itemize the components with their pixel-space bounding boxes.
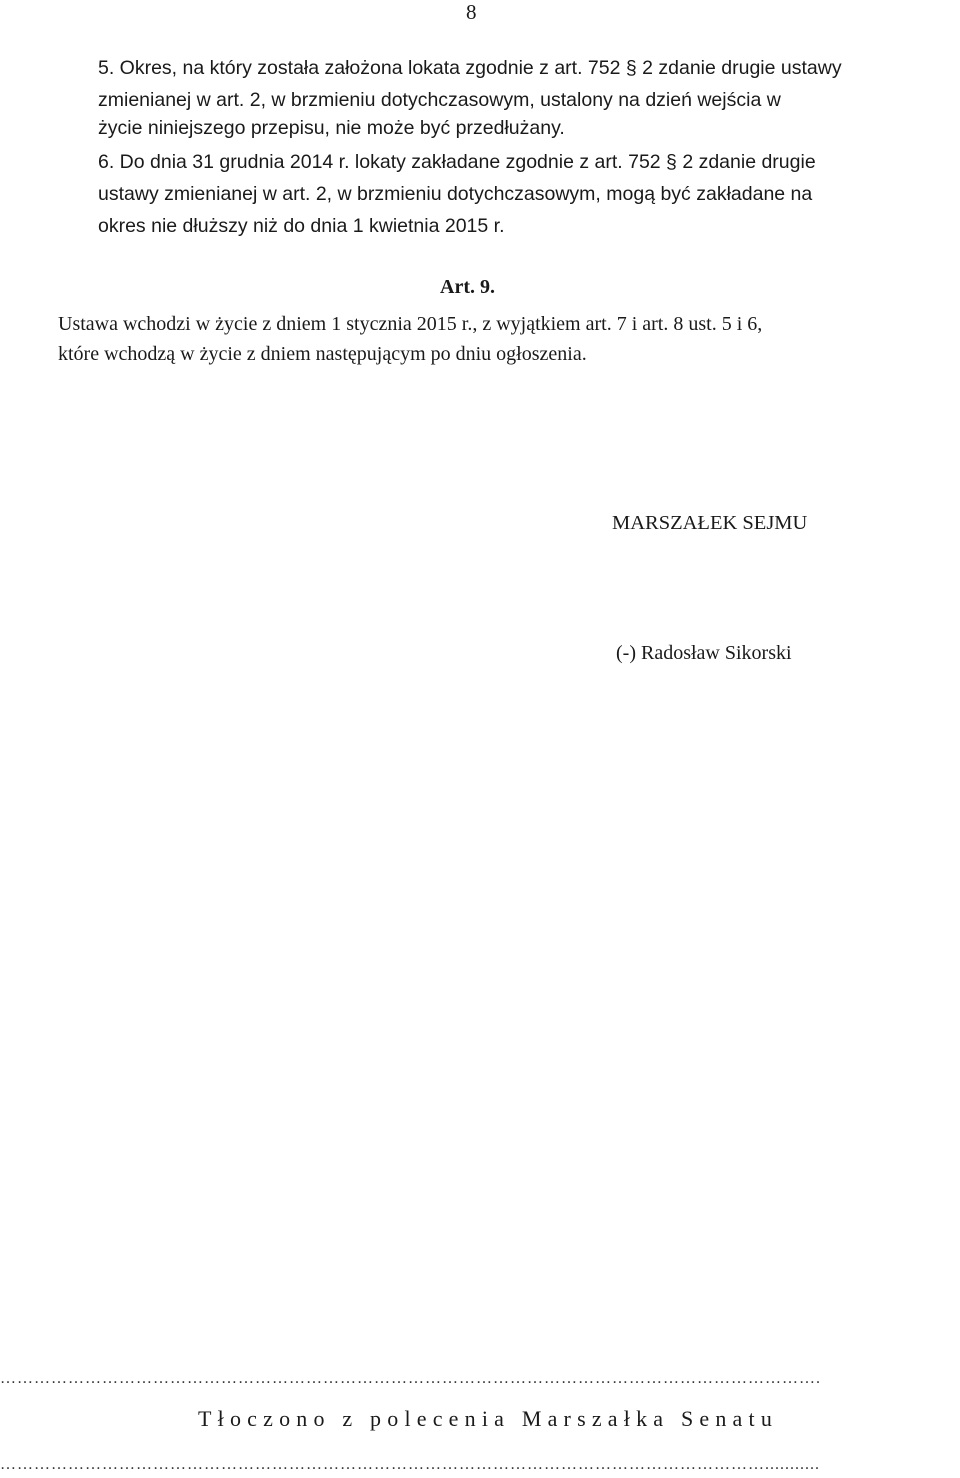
article-line-2: które wchodzą w życie z dniem następującym po dniu ogłoszenia. [58, 343, 587, 365]
item-5-line-3: życie niniejszego przepisu, nie może być przedłużany. [98, 117, 565, 139]
footer-dotted-line-top: ………………………………………………………………………………………………………………………………. [0, 1370, 821, 1387]
footer-text: Tłoczono z polecenia Marszałka Senatu [198, 1406, 779, 1431]
article-heading: Art. 9. [440, 276, 495, 298]
item-6-line-2: ustawy zmienianej w art. 2, w brzmieniu dotychczasowym, mogą być zakładane na [98, 183, 813, 205]
signature-name: (-) Radosław Sikorski [616, 642, 792, 664]
footer-dotted-line-bottom: ………………………………………………………………………………………………………………………........... [0, 1456, 820, 1473]
page-number: 8 [466, 0, 477, 24]
item-6-line-1: 6. Do dnia 31 grudnia 2014 r. lokaty zakładane zgodnie z art. 752 § 2 zdanie drugie [98, 151, 816, 173]
item-5-line-2: zmienianej w art. 2, w brzmieniu dotychczasowym, ustalony na dzień wejścia w [98, 89, 781, 111]
signature-title: MARSZAŁEK SEJMU [612, 512, 808, 534]
item-5-line-1: 5. Okres, na który została założona lokata zgodnie z art. 752 § 2 zdanie drugie ustawy [98, 57, 842, 79]
article-line-1: Ustawa wchodzi w życie z dniem 1 stycznia 2015 r., z wyjątkiem art. 7 i art. 8 ust. 5 i 6, [58, 313, 763, 335]
item-6-line-3: okres nie dłuższy niż do dnia 1 kwietnia 2015 r. [98, 215, 505, 237]
